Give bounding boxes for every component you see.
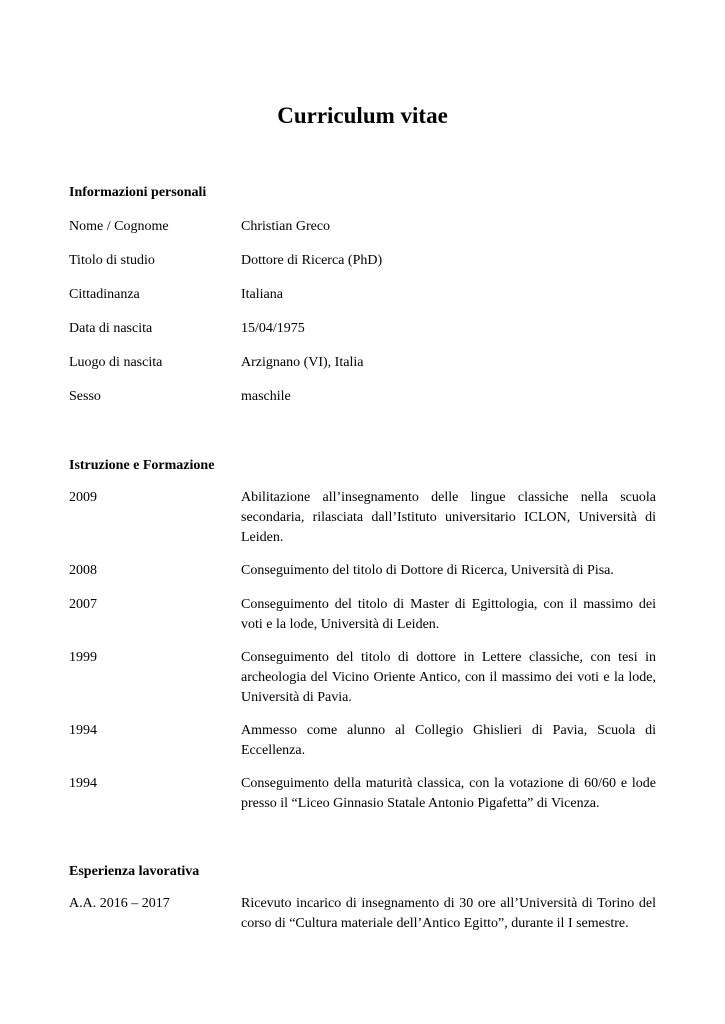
row-label: 2009 [69, 490, 97, 505]
row-label: 2007 [69, 597, 97, 612]
row-value: 15/04/1975 [241, 321, 305, 336]
row-label: 1994 [69, 723, 97, 738]
row-value: Ammesso come alunno al Collegio Ghislieri di Pavia, Scuola di Eccellenza. [241, 723, 656, 758]
row-label: Nome / Cognome [69, 219, 169, 234]
row-label: Titolo di studio [69, 253, 155, 268]
row-value: Dottore di Ricerca (PhD) [241, 253, 383, 268]
row-label: Cittadinanza [69, 287, 140, 302]
document-title: Curriculum vitae [277, 103, 448, 128]
row-label: 1999 [69, 650, 97, 665]
row-value: Conseguimento del titolo di Master di Egittologia, con il massimo dei voti e la lode, Università di Leiden. [241, 597, 656, 632]
row-value: Conseguimento del titolo di Dottore di Ricerca, Università di Pisa. [241, 563, 614, 578]
row-label: Luogo di nascita [69, 355, 163, 370]
row-label: Sesso [69, 389, 101, 404]
row-value: Conseguimento della maturità classica, con la votazione di 60/60 e lode presso il “Liceo Ginnasio Statale Antonio Pigafetta” di Vicenza. [241, 776, 656, 811]
row-value: Christian Greco [241, 219, 331, 234]
section-heading-work: Esperienza lavorativa [69, 864, 200, 879]
row-value: maschile [241, 389, 291, 404]
row-label: 2008 [69, 563, 97, 578]
row-value: Abilitazione all’insegnamento delle lingue classiche nella scuola secondaria, rilasciata dall’Istituto universitario ICLON, Università di Leiden. [241, 490, 656, 545]
row-value: Arzignano (VI), Italia [241, 355, 364, 370]
section-heading-personal: Informazioni personali [69, 185, 207, 200]
row-value: Conseguimento del titolo di dottore in Lettere classiche, con tesi in archeologia del Vicino Oriente Antico, con il massimo dei voti e la lode, Università di Pavia. [241, 650, 656, 705]
row-label: 1994 [69, 776, 97, 791]
row-value: Ricevuto incarico di insegnamento di 30 ore all’Università di Torino del corso di “Cultura materiale dell’Antico Egitto”, durante il I semestre. [241, 896, 656, 931]
row-value: Italiana [241, 287, 283, 302]
section-heading-education: Istruzione e Formazione [69, 458, 215, 473]
row-label: A.A. 2016 – 2017 [69, 896, 170, 911]
row-label: Data di nascita [69, 321, 153, 336]
